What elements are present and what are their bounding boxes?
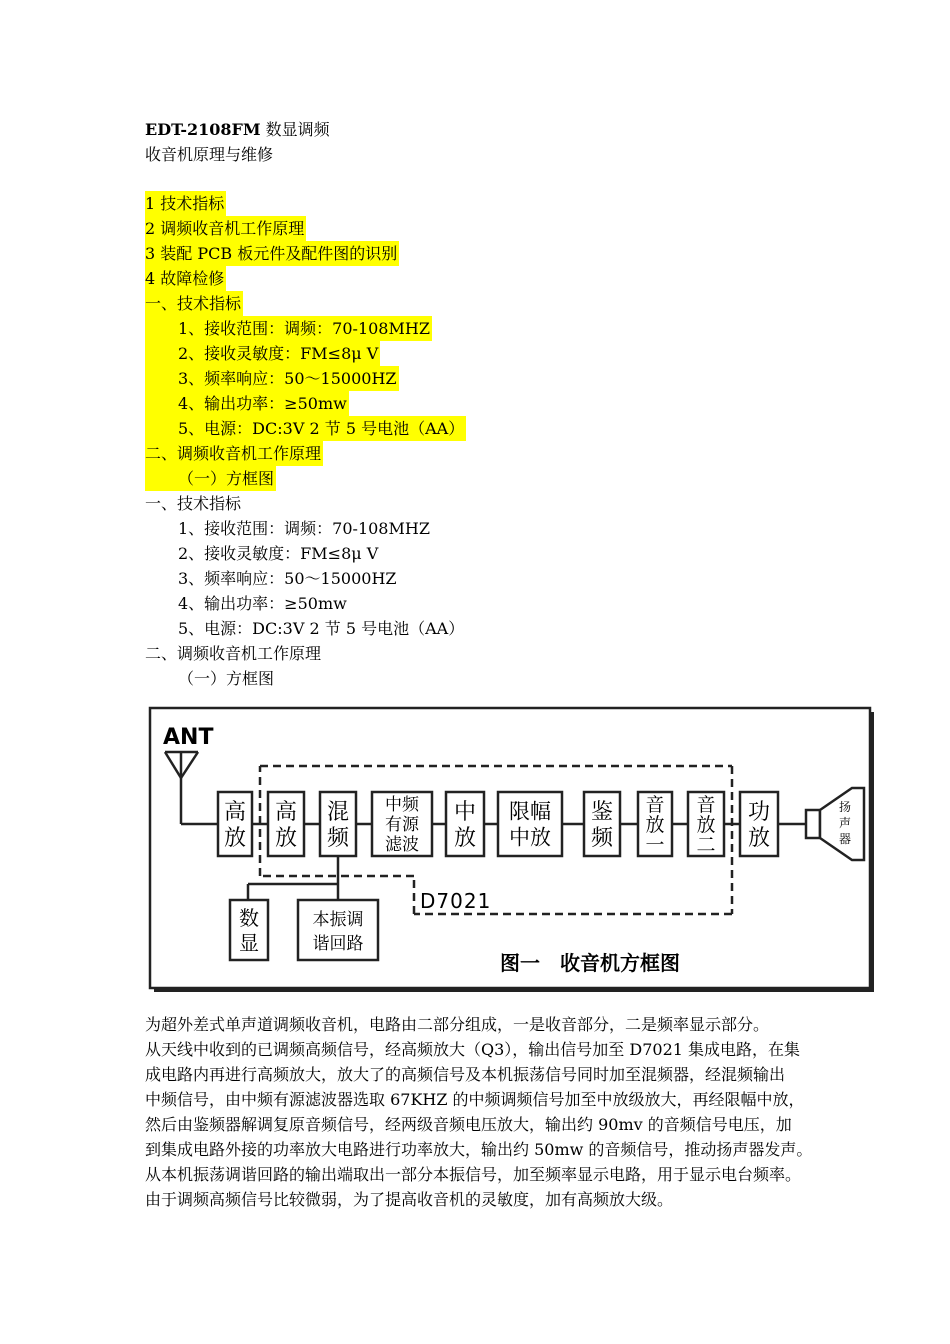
highlighted-spec-4: 4、输出功率：≥50mw: [145, 391, 349, 416]
chain-block-label: 放: [274, 825, 298, 851]
highlighted-spec-1: 1、接收范围：调频：70-108MHZ: [145, 316, 432, 341]
chain-block-7: [584, 792, 620, 856]
section-heading: 一、技术指标: [145, 494, 242, 513]
block-diagram: [148, 706, 878, 996]
paragraph-line: 从本机振荡调谐回路的输出端取出一部分本振信号，加至频率显示电路，用于显示电台频率。: [145, 1165, 802, 1184]
chain-block-label: 音: [696, 793, 716, 816]
spec-1: 1、接收范围：调频：70-108MHZ: [178, 519, 430, 538]
speaker-label-1: 扬: [838, 800, 852, 814]
paragraph-line: 成电路内再进行高频放大，放大了的高频信号及本机振荡信号同时加至混频器，经混频输出: [145, 1065, 786, 1084]
diagram-caption: 图一 收音机方框图: [500, 951, 680, 975]
chain-block-label: 滤波: [385, 835, 419, 856]
toc-item-3: 3 装配 PCB 板元件及配件图的识别: [145, 241, 399, 266]
chain-block-label: 有源: [385, 815, 419, 836]
paragraph-line: 由于调频高频信号比较微弱，为了提高收音机的灵敏度，加有高频放大级。: [145, 1190, 674, 1209]
spec-5: 5、电源：DC:3V 2 节 5 号电池（AA）: [178, 619, 465, 638]
chain-block-label: 中: [453, 799, 477, 825]
model-name: EDT-2108FM: [145, 120, 261, 139]
chain-block-label: 中频: [385, 795, 419, 816]
oscillator-block-line-2: 谐回路: [312, 934, 364, 954]
document-title: [145, 117, 330, 142]
display-block-line-2: 显: [239, 931, 259, 955]
spec-2: 2、接收灵敏度：FM≤8μ V: [178, 544, 379, 563]
highlighted-subsection-heading: （一）方框图: [145, 466, 276, 491]
speaker-label-2: 声: [838, 816, 852, 830]
chain-block-label: 音: [645, 793, 665, 816]
paragraph-line: 到集成电路外接的功率放大电路进行功率放大，输出约 50mw 的音频信号，推动扬声器发声。: [145, 1140, 813, 1159]
speaker-label-3: 器: [838, 832, 852, 846]
chain-block-label: 功: [747, 799, 771, 825]
chain-block-label: 放: [453, 825, 477, 851]
title-rest: 数显调频: [260, 120, 330, 139]
chain-block-label: 频: [590, 825, 614, 851]
chain-block-label: 二: [696, 833, 716, 856]
highlighted-spec-5: 5、电源：DC:3V 2 节 5 号电池（AA）: [145, 416, 466, 441]
toc-item-1: 1 技术指标: [145, 191, 226, 216]
chain-block-label: 放: [696, 813, 716, 836]
subsection-heading: （一）方框图: [178, 669, 275, 688]
chain-block-9: [688, 792, 724, 856]
antenna-label: ANT: [163, 725, 214, 750]
highlighted-section-heading: 一、技术指标: [145, 291, 243, 316]
section2-heading: 二、调频收音机工作原理: [145, 644, 322, 663]
highlighted-section2-heading: 二、调频收音机工作原理: [145, 441, 323, 466]
display-block-line-1: 数: [239, 906, 259, 930]
chain-block-label: 放: [747, 825, 771, 851]
chain-block-6: [498, 792, 562, 856]
display-block: [230, 900, 268, 960]
chain-block-label: 高: [223, 799, 247, 825]
oscillator-block: [298, 900, 378, 960]
chain-blocks: [218, 792, 778, 856]
chain-block-label: 鉴: [590, 799, 614, 825]
chain-block-label: 混: [326, 799, 350, 825]
highlighted-spec-3: 3、频率响应：50～15000HZ: [145, 366, 399, 391]
paragraph-line: 为超外差式单声道调频收音机，电路由二部分组成，一是收音部分，二是频率显示部分。: [145, 1015, 770, 1034]
document-subtitle: 收音机原理与维修: [145, 145, 274, 164]
chain-block-label: 中放: [509, 825, 551, 850]
chain-block-2: [268, 792, 304, 856]
chain-block-10: [740, 792, 778, 856]
toc-item-4: 4 故障检修: [145, 266, 226, 291]
chain-block-label: 放: [223, 825, 247, 851]
explanation-paragraph: [145, 1012, 815, 1212]
paragraph-line: 中频信号，由中频有源滤波器选取 67KHZ 的中频调频信号加至中放级放大，再经限幅中放，: [145, 1090, 805, 1109]
chip-label: D7021: [420, 889, 492, 913]
paragraph-line: 然后由鉴频器解调复原音频信号，经两级音频电压放大，输出约 90mv 的音频信号电压，加: [145, 1115, 792, 1134]
chain-block-label: 一: [645, 833, 665, 856]
paragraph-line: 从天线中收到的已调频高频信号，经高频放大（Q3），输出信号加至 D7021 集成电路，在集: [145, 1040, 801, 1059]
chain-block-1: [218, 792, 252, 856]
chain-block-label: 放: [645, 813, 665, 836]
chain-block-label: 频: [326, 825, 350, 851]
spec-3: 3、频率响应：50～15000HZ: [178, 569, 397, 588]
chain-block-3: [320, 792, 356, 856]
chain-block-label: 限幅: [509, 799, 551, 824]
toc-item-2: 2 调频收音机工作原理: [145, 216, 306, 241]
chain-block-4: [372, 792, 432, 856]
oscillator-block-line-1: 本振调: [312, 910, 364, 930]
spec-4: 4、输出功率：≥50mw: [178, 594, 347, 613]
chain-block-8: [638, 792, 672, 856]
chain-block-5: [446, 792, 484, 856]
chain-block-label: 高: [274, 799, 298, 825]
highlighted-spec-2: 2、接收灵敏度：FM≤8μ V: [145, 341, 380, 366]
